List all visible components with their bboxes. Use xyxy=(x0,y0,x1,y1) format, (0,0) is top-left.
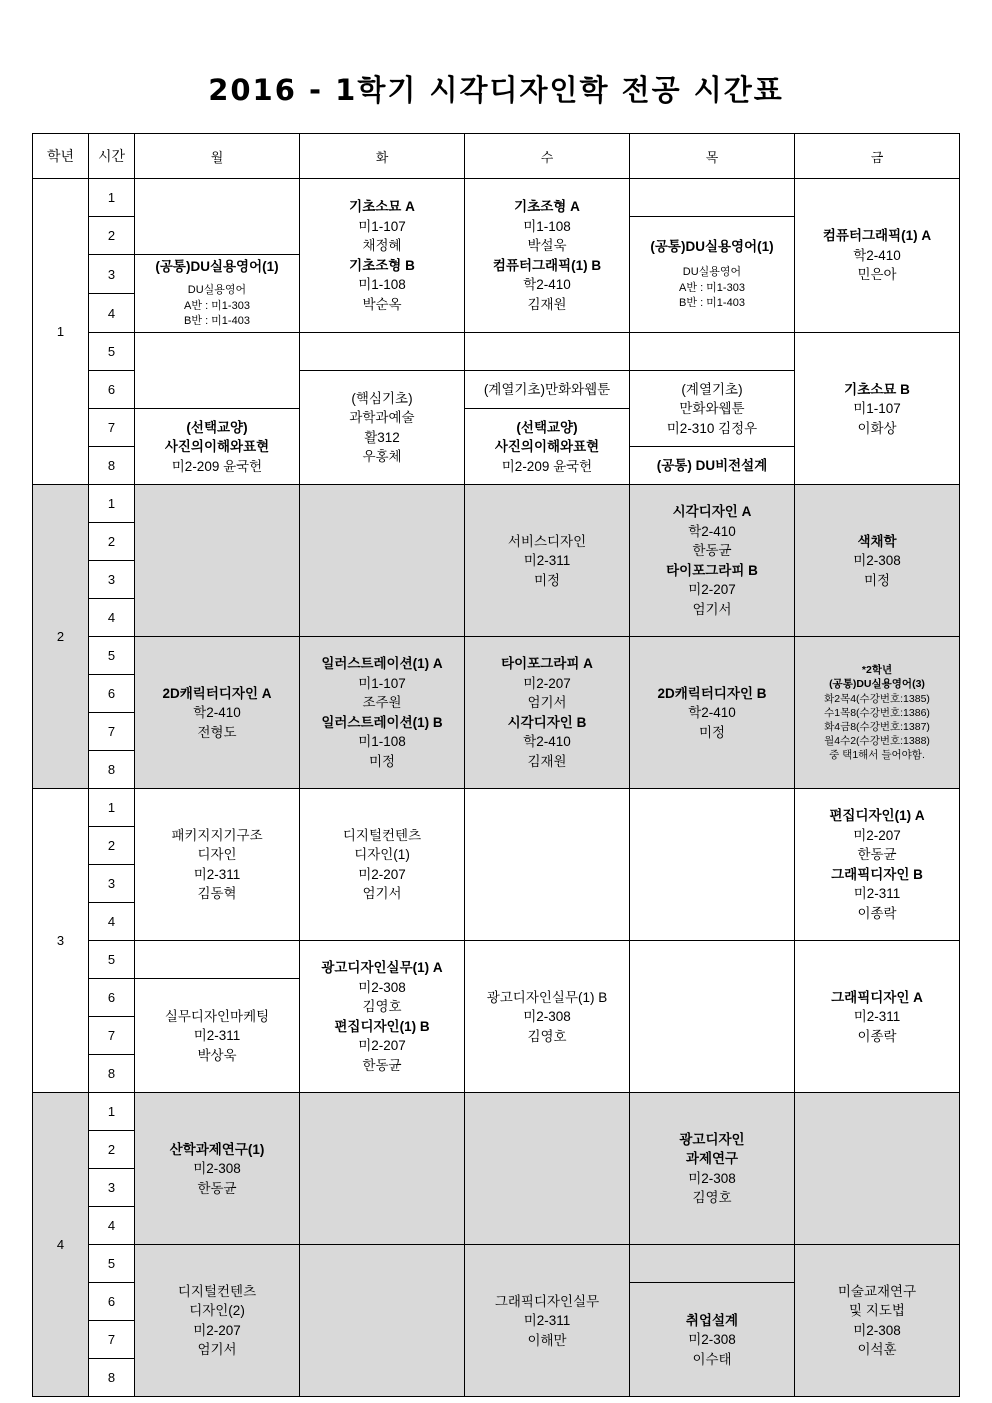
room: 미2-308 xyxy=(853,1322,901,1338)
course-name: 2D캐릭터디자인 B xyxy=(657,685,767,701)
cell-g1-thu-p5 xyxy=(630,333,795,371)
cell-g3-fri-p58 xyxy=(795,941,960,1093)
room: 미2-311 xyxy=(193,866,241,882)
cell-g3-tue-p58 xyxy=(300,941,465,1093)
course-name: 편집디자인(1) B xyxy=(334,1018,430,1034)
room: 미2-311 xyxy=(853,886,901,902)
instructor: 한동균 xyxy=(362,1058,402,1073)
room-instructor: 미2-209 윤국헌 xyxy=(171,458,263,474)
cell-g2-wed-p14 xyxy=(465,485,630,637)
cell-g1-wed-p78 xyxy=(465,409,630,485)
course-name: 그래픽디자인 B xyxy=(831,866,923,882)
course-name: 산학과제연구(1) xyxy=(169,1141,265,1157)
instructor: 이해만 xyxy=(527,1332,567,1348)
instructor: 박설욱 xyxy=(527,238,567,254)
cell-g2-mon-p58 xyxy=(135,637,300,789)
cell-g1-thu-p67 xyxy=(630,371,795,447)
note: A반 : 미1-303 xyxy=(679,281,745,294)
table-row xyxy=(33,1093,960,1131)
course-name: 컴퓨터그래픽(1) B xyxy=(492,257,602,273)
table-header-row xyxy=(33,134,960,179)
course-name: 기초소묘 A xyxy=(349,199,415,214)
room: 미1-107 xyxy=(853,401,901,417)
course-name: (공통)DU실용영어(1) xyxy=(155,259,279,274)
instructor: 김동혁 xyxy=(197,886,237,902)
course-name: (계열기초)만화와웹툰 xyxy=(483,382,611,398)
room: 미2-308 xyxy=(523,1009,571,1025)
instructor: 김영호 xyxy=(692,1190,732,1206)
course-name: 시각디자인 A xyxy=(672,504,752,520)
instructor: 엄기서 xyxy=(527,695,567,711)
cell-g1-thu-p24 xyxy=(630,217,795,333)
instructor: 박순옥 xyxy=(362,296,402,312)
course-category: (계열기초) xyxy=(681,381,743,397)
note: (공통)DU실용영어(3) xyxy=(829,678,925,691)
header-wed: 수 xyxy=(465,134,630,179)
cell-g2-thu-p58 xyxy=(630,637,795,789)
period-label: 3 xyxy=(89,255,135,294)
course-name: 색채학 xyxy=(857,533,897,549)
period-label: 5 xyxy=(89,637,135,675)
course-name: 편집디자인(1) A xyxy=(829,808,925,824)
room: 미2-207 xyxy=(193,1322,241,1338)
cell-g1-mon-p56 xyxy=(135,333,300,409)
room: 미1-108 xyxy=(523,218,571,234)
room: 미2-207 xyxy=(358,866,406,882)
course-name: (공통) DU비전설계 xyxy=(656,458,768,474)
grade-label-1: 1 xyxy=(33,179,89,485)
period-label: 7 xyxy=(89,409,135,447)
instructor: 엄기서 xyxy=(692,602,732,617)
cell-g2-tue-p58 xyxy=(300,637,465,789)
cell-g2-mon-p14 xyxy=(135,485,300,637)
room: 미2-207 xyxy=(358,1038,406,1054)
room: 미2-310 김정우 xyxy=(666,420,758,436)
note: B반 : 미1-403 xyxy=(184,315,250,328)
instructor: 우홍체 xyxy=(362,449,402,465)
course-name: 일러스트레이션(1) A xyxy=(321,656,443,672)
instructor: 김재원 xyxy=(527,296,567,312)
period-label: 8 xyxy=(89,1055,135,1093)
room: 미2-311 xyxy=(523,1313,571,1329)
period-label: 5 xyxy=(89,1245,135,1283)
course-category: (핵심기초) xyxy=(351,390,413,406)
period-label: 7 xyxy=(89,1321,135,1359)
cell-g4-wed-p14 xyxy=(465,1093,630,1245)
instructor: 이종락 xyxy=(857,1028,897,1044)
period-label: 2 xyxy=(89,1131,135,1169)
instructor: 조주원 xyxy=(362,695,402,711)
course-category: (선택교양) xyxy=(516,419,578,435)
note: DU실용영어 xyxy=(187,283,247,296)
cell-g1-mon-p78 xyxy=(135,409,300,485)
note: A반 : 미1-303 xyxy=(184,299,250,312)
course-name: 광고디자인 xyxy=(679,1131,745,1147)
cell-g4-thu-p68 xyxy=(630,1283,795,1397)
cell-g2-wed-p58 xyxy=(465,637,630,789)
course-name: 디자인(1) xyxy=(354,847,410,863)
cell-g4-thu-p14 xyxy=(630,1093,795,1245)
cell-g3-mon-p68 xyxy=(135,979,300,1093)
period-label: 1 xyxy=(89,789,135,827)
instructor: 전형도 xyxy=(197,724,237,740)
instructor: 김재원 xyxy=(527,754,567,769)
period-label: 8 xyxy=(89,1359,135,1397)
cell-g2-fri-p58 xyxy=(795,637,960,789)
header-thu: 목 xyxy=(630,134,795,179)
cell-g1-thu-p8 xyxy=(630,447,795,485)
cell-g2-thu-p14 xyxy=(630,485,795,637)
course-name: 시각디자인 B xyxy=(507,714,587,730)
course-name: 그래픽디자인실무 xyxy=(494,1293,600,1309)
course-name: 기초조형 B xyxy=(349,257,415,273)
course-name: 광고디자인실무(1) B xyxy=(486,989,608,1005)
room: 미2-311 xyxy=(853,1009,901,1025)
cell-g3-wed-p58 xyxy=(465,941,630,1093)
cell-g1-wed-p14 xyxy=(465,179,630,333)
instructor: 엄기서 xyxy=(362,886,402,902)
instructor: 한동균 xyxy=(197,1180,237,1196)
course-name: 사진의이해와표현 xyxy=(494,439,600,455)
period-label: 4 xyxy=(89,294,135,333)
instructor: 미정 xyxy=(698,724,726,740)
cell-g1-mon-p34 xyxy=(135,255,300,333)
note: *2학년 xyxy=(861,664,893,677)
course-name: 일러스트레이션(1) B xyxy=(321,714,443,730)
room: 학2-410 xyxy=(688,523,736,539)
page-title: 2016 - 1학기 시각디자인학 전공 시간표 xyxy=(208,73,784,107)
period-label: 6 xyxy=(89,675,135,713)
room: 학2-410 xyxy=(193,705,241,721)
instructor: 한동균 xyxy=(692,543,732,559)
table-row xyxy=(33,941,960,979)
table-row xyxy=(33,637,960,675)
cell-g3-fri-p14 xyxy=(795,789,960,941)
course-name: (공통)DU실용영어(1) xyxy=(650,239,774,254)
cell-g2-fri-p14 xyxy=(795,485,960,637)
room: 미2-308 xyxy=(688,1170,736,1186)
room: 학2-410 xyxy=(853,247,901,263)
instructor: 김영호 xyxy=(362,999,402,1015)
course-name: 기초소묘 B xyxy=(844,381,910,397)
header-grade: 학년 xyxy=(33,134,89,179)
course-name: 디자인 xyxy=(197,847,237,863)
course-name: 타이포그라피 A xyxy=(501,656,593,672)
period-label: 6 xyxy=(89,371,135,409)
note: 화2목4(수강번호:1385) xyxy=(824,692,930,705)
table-row xyxy=(33,1245,960,1283)
period-label: 5 xyxy=(89,333,135,371)
note: 화4금8(수강번호:1387) xyxy=(824,720,930,733)
course-name: 디지털컨텐츠 xyxy=(342,827,422,843)
course-name: 패키지지기구조 xyxy=(171,827,263,843)
cell-g4-tue-p14 xyxy=(300,1093,465,1245)
course-name: 및 지도법 xyxy=(849,1303,905,1319)
course-name: 2D캐릭터디자인 A xyxy=(162,685,272,701)
period-label: 2 xyxy=(89,523,135,561)
course-name: 컴퓨터그래픽(1) A xyxy=(822,228,932,244)
note: B반 : 미1-403 xyxy=(679,297,745,310)
period-label: 1 xyxy=(89,485,135,523)
instructor: 채정혜 xyxy=(362,238,402,254)
room: 활312 xyxy=(364,429,400,445)
instructor: 미정 xyxy=(368,754,396,769)
header-tue: 화 xyxy=(300,134,465,179)
course-name: 디지털컨텐츠 xyxy=(177,1283,257,1299)
cell-g1-mon-p12 xyxy=(135,179,300,255)
course-name: 과학과예술 xyxy=(349,410,415,426)
timetable xyxy=(32,133,960,1397)
cell-g3-mon-p14 xyxy=(135,789,300,941)
period-label: 7 xyxy=(89,713,135,751)
cell-g4-mon-p14 xyxy=(135,1093,300,1245)
cell-g1-fri-p14 xyxy=(795,179,960,333)
cell-g3-thu-p58 xyxy=(630,941,795,1093)
cell-g1-wed-p6 xyxy=(465,371,630,409)
course-name: 사진의이해와표현 xyxy=(164,439,270,455)
course-name: 타이포그라피 B xyxy=(666,562,758,578)
period-label: 2 xyxy=(89,217,135,255)
period-label: 8 xyxy=(89,447,135,485)
room: 학2-410 xyxy=(523,277,571,293)
course-name: 과제연구 xyxy=(685,1151,739,1167)
room: 미2-308 xyxy=(358,979,406,995)
period-label: 1 xyxy=(89,179,135,217)
room: 미2-207 xyxy=(853,827,901,843)
period-label: 1 xyxy=(89,1093,135,1131)
note: 월4수2(수강번호:1388) xyxy=(824,735,930,748)
cell-g3-mon-p5 xyxy=(135,941,300,979)
room: 미1-107 xyxy=(358,218,406,234)
instructor: 민은아 xyxy=(857,267,897,283)
period-label: 3 xyxy=(89,561,135,599)
room: 미2-311 xyxy=(523,553,571,569)
course-name: 광고디자인실무(1) A xyxy=(321,960,443,976)
course-name: 실무디자인마케팅 xyxy=(164,1008,270,1024)
period-label: 7 xyxy=(89,1017,135,1055)
room: 학2-410 xyxy=(523,734,571,750)
header-period: 시간 xyxy=(89,134,135,179)
note: DU실용영어 xyxy=(682,265,742,278)
course-name: 디자인(2) xyxy=(189,1303,245,1319)
instructor: 미정 xyxy=(863,572,891,588)
room: 미2-207 xyxy=(523,675,571,691)
instructor: 이종락 xyxy=(857,906,897,921)
instructor: 엄기서 xyxy=(197,1342,237,1358)
cell-g2-tue-p14 xyxy=(300,485,465,637)
table-row xyxy=(33,485,960,523)
room: 학2-410 xyxy=(688,705,736,721)
period-label: 6 xyxy=(89,1283,135,1321)
instructor: 이수태 xyxy=(692,1351,732,1367)
cell-g3-wed-p14 xyxy=(465,789,630,941)
period-label: 3 xyxy=(89,865,135,903)
period-label: 4 xyxy=(89,599,135,637)
period-label: 6 xyxy=(89,979,135,1017)
course-name: 미술교재연구 xyxy=(837,1283,917,1299)
table-row xyxy=(33,333,960,371)
cell-g4-thu-p5 xyxy=(630,1245,795,1283)
cell-g1-fri-p58 xyxy=(795,333,960,485)
grade-label-2: 2 xyxy=(33,485,89,789)
instructor: 이석훈 xyxy=(857,1342,897,1358)
cell-g1-tue-p14 xyxy=(300,179,465,333)
table-row xyxy=(33,789,960,827)
cell-g3-tue-p14 xyxy=(300,789,465,941)
room: 미2-308 xyxy=(193,1161,241,1177)
period-label: 2 xyxy=(89,827,135,865)
grade-label-4: 4 xyxy=(33,1093,89,1397)
room: 미2-311 xyxy=(193,1028,241,1044)
course-name: 서비스디자인 xyxy=(507,533,587,549)
period-label: 4 xyxy=(89,1207,135,1245)
period-label: 5 xyxy=(89,941,135,979)
course-name: 기초조형 A xyxy=(514,199,580,214)
cell-g3-thu-p14 xyxy=(630,789,795,941)
course-name: 취업설계 xyxy=(685,1312,739,1328)
course-category: (선택교양) xyxy=(186,419,248,435)
room: 미2-308 xyxy=(853,553,901,569)
instructor: 박상욱 xyxy=(197,1047,237,1063)
cell-g4-tue-p58 xyxy=(300,1245,465,1397)
room: 미2-308 xyxy=(688,1332,736,1348)
note: 수1목8(수강번호:1386) xyxy=(824,706,930,719)
room: 미1-108 xyxy=(358,734,406,750)
cell-g4-fri-p58 xyxy=(795,1245,960,1397)
room: 미1-108 xyxy=(358,277,406,293)
grade-label-3: 3 xyxy=(33,789,89,1093)
cell-g4-wed-p58 xyxy=(465,1245,630,1397)
period-label: 4 xyxy=(89,903,135,941)
cell-g1-tue-p68 xyxy=(300,371,465,485)
instructor: 김영호 xyxy=(527,1028,567,1044)
period-label: 8 xyxy=(89,751,135,789)
room: 미2-207 xyxy=(688,582,736,598)
room-instructor: 미2-209 윤국헌 xyxy=(501,458,593,474)
table-row xyxy=(33,179,960,217)
instructor: 미정 xyxy=(533,572,561,588)
cell-g1-thu-p1 xyxy=(630,179,795,217)
cell-g4-fri-p14 xyxy=(795,1093,960,1245)
cell-g4-mon-p58 xyxy=(135,1245,300,1397)
instructor: 이화상 xyxy=(857,420,897,436)
course-name: 만화와웹툰 xyxy=(679,401,745,417)
cell-g1-tue-p5 xyxy=(300,333,465,371)
room: 미1-107 xyxy=(358,675,406,691)
cell-g1-wed-p5 xyxy=(465,333,630,371)
header-mon: 월 xyxy=(135,134,300,179)
instructor: 한동균 xyxy=(857,847,897,863)
period-label: 3 xyxy=(89,1169,135,1207)
course-name: 그래픽디자인 A xyxy=(831,989,923,1005)
header-fri: 금 xyxy=(795,134,960,179)
note: 중 택1해서 들어야함. xyxy=(829,749,925,762)
